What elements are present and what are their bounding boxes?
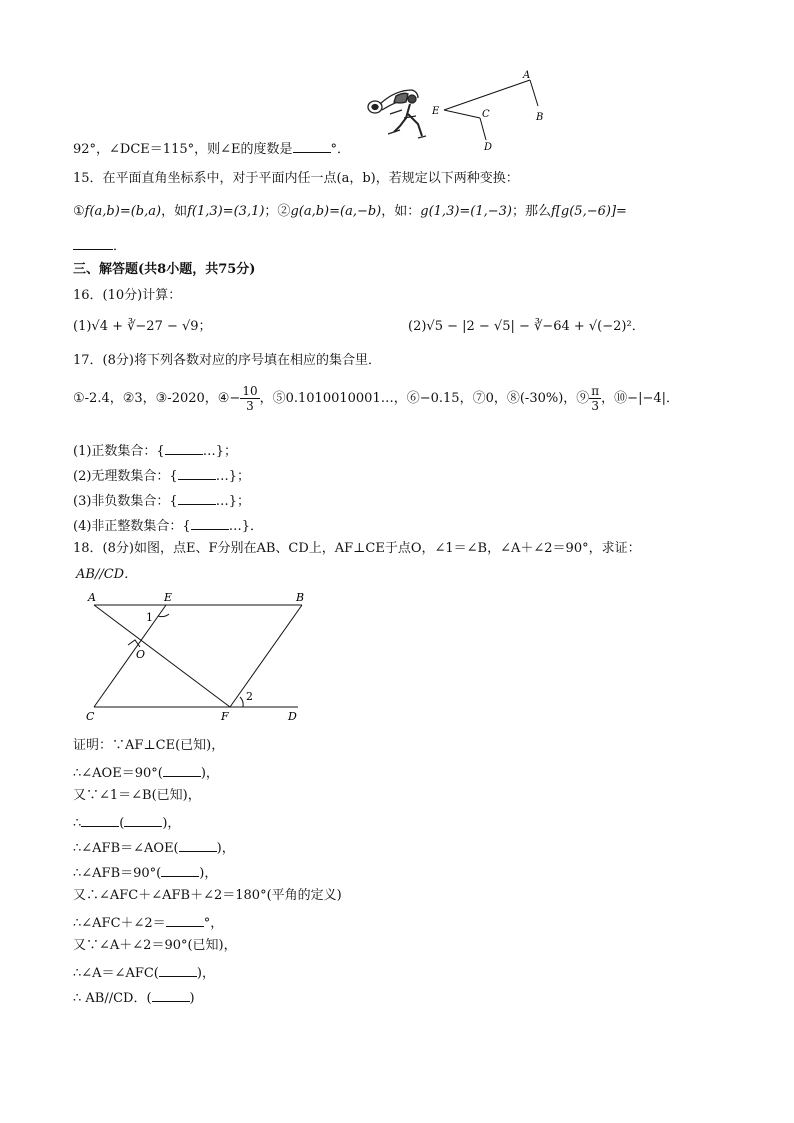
q16-part2: (2)√5 − |2 − √5| − ∛−64 + √(−2)²． xyxy=(408,319,645,334)
q17-title: 17．(8分)将下列各数对应的序号填在相应的集合里． xyxy=(73,353,381,368)
right-angle-mark xyxy=(128,640,140,647)
q17-set-irrational: (2)无理数集合：{ …}； xyxy=(73,469,250,484)
proof-line-5: ∴∠AFB＝∠AOE( )， xyxy=(73,841,235,856)
label-2: 2 xyxy=(246,690,253,703)
q17-set-nonpositive-int: (4)非正整数集合：{ …}． xyxy=(73,519,263,534)
label-1: 1 xyxy=(146,611,153,624)
section-heading: 三、解答题(共8小题，共75分) xyxy=(73,262,256,277)
answer-blank xyxy=(191,517,229,530)
skater-illustration xyxy=(368,90,426,138)
answer-blank xyxy=(178,492,216,505)
q18-line2: AB//CD． xyxy=(76,567,138,582)
label-C: C xyxy=(482,109,490,120)
answer-blank xyxy=(165,442,203,455)
proof-line-1: 证明：∵AF⊥CE(已知)， xyxy=(73,738,225,753)
label-B: B xyxy=(296,591,305,604)
q16-part1: (1)√4 + ∛−27 − √9； xyxy=(73,319,212,334)
proof-line-10: ∴∠A＝∠AFC( )， xyxy=(73,966,215,981)
q17-set-positive: (1)正数集合：{ …}； xyxy=(73,444,237,459)
q17-set-nonnegative: (3)非负数集合：{ …}； xyxy=(73,494,250,509)
fraction-ten-thirds: $\frac{10}{3}$ xyxy=(242,384,258,413)
fraction-pi-thirds: $\frac{\pi}{3}$ xyxy=(591,384,600,413)
proof-line-2: ∴∠AOE＝90°( )， xyxy=(73,766,219,781)
proof-line-6: ∴∠AFB＝90°( )， xyxy=(73,866,218,881)
proof-line-8: ∴∠AFC＋∠2＝ °， xyxy=(73,916,224,931)
label-D: D xyxy=(484,142,493,153)
proof-line-11: ∴ AB//CD．( ) xyxy=(73,991,195,1006)
label-A: A xyxy=(88,591,96,604)
figure-parallel-lines xyxy=(82,590,312,725)
q14-tail: 92°，∠DCE＝115°，则∠E的度数是 °． xyxy=(73,142,351,157)
label-C: C xyxy=(86,710,95,723)
q15-line1: 15．在平面直角坐标系中，对于平面内任一点(a，b)，若规定以下两种变换： xyxy=(73,171,519,186)
label-O: O xyxy=(136,648,146,661)
angle-figure xyxy=(444,80,538,140)
answer-blank xyxy=(166,914,204,927)
repeating-digits: 15 xyxy=(443,391,460,406)
label-E: E xyxy=(164,591,173,604)
label-F: F xyxy=(221,710,229,723)
q15-answer-line: ． xyxy=(73,237,126,253)
label-A: A xyxy=(523,70,531,81)
answer-blank xyxy=(163,764,201,777)
proof-line-7: 又∴∠AFC＋∠AFB＋∠2＝180°(平角的定义) xyxy=(73,888,342,903)
q15-line2: ①f(a,b)=(b,a)，如f(1,3)=(3,1)；②g(a,b)=(a,−b)，如：g(1,3)=(1,−3)；那么f[g(5,−6)]= xyxy=(73,204,627,219)
figure-skater-angle xyxy=(360,66,550,156)
line-CE xyxy=(94,605,166,707)
line-AF xyxy=(94,605,230,707)
label-B: B xyxy=(536,112,544,123)
proof-line-4: ∴ ( )， xyxy=(73,816,181,831)
q17-numbers: ①-2.4，②3，③-2020，④− $\frac{10}{3}$ ，⑤0.1010010001…，⑥−0.15，⑦0，⑧(-30%)，⑨ $\frac{\pi}{3}$ ，⑩−|−4|． xyxy=(73,384,679,413)
label-E: E xyxy=(432,106,440,117)
q18-line1: 18．(8分)如图，点E、F分别在AB、CD上，AF⊥CE于点O，∠1＝∠B，∠A＋∠2＝90°，求证： xyxy=(73,541,641,556)
angle-2-arc xyxy=(240,697,243,707)
q16-title: 16．(10分)计算： xyxy=(73,288,182,303)
answer-blank xyxy=(293,140,331,153)
answer-blank xyxy=(178,467,216,480)
answer-blank xyxy=(124,814,162,827)
label-D: D xyxy=(288,710,297,723)
line-BF xyxy=(230,605,302,707)
answer-blank xyxy=(159,964,197,977)
answer-blank xyxy=(179,839,217,852)
answer-blank xyxy=(161,864,199,877)
proof-line-9: 又∵∠A＋∠2＝90°(已知)， xyxy=(73,938,237,953)
answer-blank xyxy=(152,989,190,1002)
answer-blank xyxy=(81,814,119,827)
proof-line-3: 又∵∠1＝∠B(已知)， xyxy=(73,788,201,803)
answer-blank xyxy=(73,237,113,250)
